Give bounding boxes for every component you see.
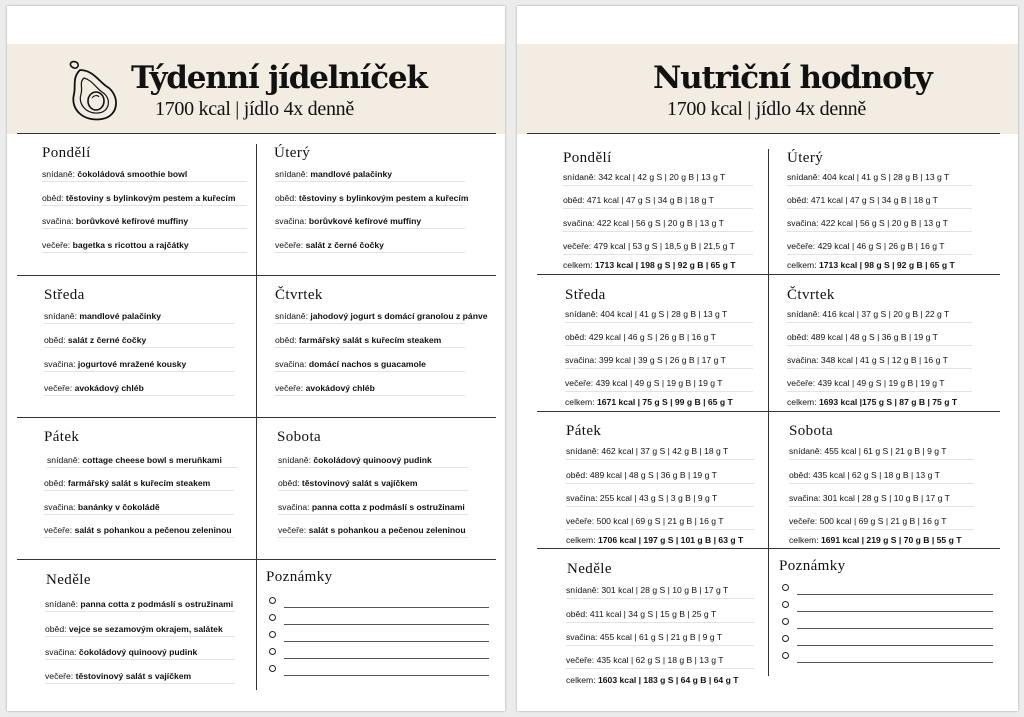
day-heading: Pátek	[44, 429, 80, 445]
nutrition-row: večeře: 500 kcal | 69 g S | 21 g B | 16 g T	[789, 516, 947, 526]
page-title: Nutriční hodnoty	[653, 60, 932, 96]
nutrition-row: snídaně: 404 kcal | 41 g S | 28 g B | 13 g T	[787, 172, 950, 182]
meal-row: večeře: bagetka s ricottou a rajčátky	[42, 240, 189, 250]
row-underline	[566, 459, 754, 460]
nutrition-total-row: celkem: 1693 kcal |175 g S | 87 g B | 75 g T	[787, 397, 958, 407]
row-underline	[44, 490, 234, 491]
row-underline	[45, 611, 235, 612]
grid-column-divider	[256, 144, 257, 690]
nutrition-row: svačina: 301 kcal | 28 g S | 10 g B | 17 g T	[789, 493, 950, 503]
row-underline	[787, 345, 972, 346]
meal-row: oběd: těstoviny s bylinkovým pestem a kuřecím	[275, 193, 469, 203]
row-underline	[278, 514, 468, 515]
row-underline	[789, 459, 974, 460]
notes-heading: Poznámky	[266, 569, 333, 585]
nutrition-row: oběd: 489 kcal | 48 g S | 36 g B | 19 g T	[787, 332, 938, 342]
note-line[interactable]	[284, 641, 489, 642]
nutrition-row: snídaně: 416 kcal | 37 g S | 20 g B | 22 g T	[787, 309, 950, 319]
meal-row: večeře: avokádový chléb	[44, 383, 144, 393]
header-divider	[527, 133, 1000, 134]
row-underline	[275, 347, 465, 348]
row-underline	[47, 467, 237, 468]
meal-row: snídaně: panna cotta z podmáslí s ostružinami	[45, 599, 234, 609]
meal-row: oběd: salát z černé čočky	[44, 335, 147, 345]
note-bullet	[782, 618, 789, 625]
meal-row: svačina: banánky v čokoládě	[44, 502, 160, 512]
nutrition-total-row: celkem: 1691 kcal | 219 g S | 70 g B | 55 g T	[789, 535, 962, 545]
note-bullet	[782, 584, 789, 591]
day-heading: Čtvrtek	[787, 287, 835, 303]
nutrition-row: svačina: 455 kcal | 61 g S | 21 g B | 9 g T	[566, 632, 723, 642]
note-bullet	[269, 597, 276, 604]
nutrition-row: svačina: 399 kcal | 39 g S | 26 g B | 17 g T	[565, 355, 726, 365]
row-underline	[789, 483, 974, 484]
row-underline	[44, 514, 234, 515]
row-underline	[566, 506, 754, 507]
header-divider	[17, 133, 496, 134]
row-underline	[563, 208, 753, 209]
row-underline	[566, 622, 754, 623]
nutrition-row: snídaně: 462 kcal | 37 g S | 42 g B | 18 g T	[566, 446, 729, 456]
avocado-icon	[62, 58, 124, 122]
row-underline	[275, 252, 465, 253]
note-line[interactable]	[797, 594, 993, 595]
row-underline	[42, 252, 247, 253]
row-underline	[787, 208, 972, 209]
row-underline	[563, 231, 753, 232]
nutrition-total-row: celkem: 1671 kcal | 75 g S | 99 g B | 65 g T	[565, 397, 733, 407]
nutrition-row: oběd: 435 kcal | 62 g S | 18 g B | 13 g T	[789, 470, 940, 480]
day-heading: Sobota	[789, 423, 834, 439]
meal-row: svačina: domácí nachos s guacamole	[275, 359, 426, 369]
meal-row: snídaně: jahodový jogurt s domácí granolou z pánve	[275, 311, 488, 321]
nutrition-row: svačina: 255 kcal | 43 g S | 3 g B | 9 g T	[566, 493, 718, 503]
nutrition-row: oběd: 471 kcal | 47 g S | 34 g B | 18 g T	[563, 195, 714, 205]
nutrition-row: snídaně: 301 kcal | 28 g S | 10 g B | 17 g T	[566, 585, 729, 595]
page-subtitle: 1700 kcal | jídlo 4x denně	[155, 98, 354, 120]
nutrition-row: snídaně: 455 kcal | 61 g S | 21 g B | 9 g T	[789, 446, 947, 456]
meal-row: večeře: salát z černé čočky	[275, 240, 384, 250]
row-underline	[565, 345, 753, 346]
row-underline	[42, 228, 247, 229]
meal-row: svačina: borůvkové kefírové muffiny	[42, 216, 189, 226]
day-heading: Pondělí	[42, 145, 91, 161]
nutrition-row: svačina: 348 kcal | 41 g S | 12 g B | 16 g T	[787, 355, 948, 365]
row-underline	[563, 185, 753, 186]
row-underline	[278, 537, 468, 538]
row-underline	[787, 391, 972, 392]
meal-row: snídaně: cottage cheese bowl s meruňkami	[47, 455, 222, 465]
day-heading: Neděle	[567, 561, 612, 577]
day-heading: Pátek	[566, 423, 602, 439]
meal-row: snídaně: mandlové palačinky	[44, 311, 162, 321]
meal-row: oběd: farmářský salát s kuřecím steakem	[44, 478, 211, 488]
note-bullet	[269, 631, 276, 638]
row-underline	[566, 529, 754, 530]
nutrition-row: večeře: 479 kcal | 53 g S | 18,5 g B | 21,5 g T	[563, 241, 735, 251]
note-line[interactable]	[284, 607, 489, 608]
nutrition-total-row: celkem: 1713 kcal | 98 g S | 92 g B | 65 g T	[787, 260, 955, 270]
row-underline	[278, 490, 468, 491]
note-line[interactable]	[797, 611, 993, 612]
meal-row: svačina: panna cotta z podmáslí s ostružinami	[278, 502, 465, 512]
meal-row: svačina: borůvkové kefírové muffiny	[275, 216, 422, 226]
nutrition-row: snídaně: 342 kcal | 42 g S | 20 g B | 13 g T	[563, 172, 726, 182]
row-underline	[45, 683, 235, 684]
note-bullet	[269, 648, 276, 655]
row-underline	[44, 371, 234, 372]
nutrition-page	[517, 6, 1018, 711]
nutrition-total-row: celkem: 1706 kcal | 197 g S | 101 g B | 63 g T	[566, 535, 744, 545]
note-line[interactable]	[284, 658, 489, 659]
row-underline	[566, 645, 754, 646]
meal-row: snídaně: čokoládová smoothie bowl	[42, 169, 188, 179]
row-underline	[44, 537, 234, 538]
row-underline	[44, 323, 234, 324]
day-heading: Sobota	[277, 429, 322, 445]
meal-row: oběd: těstoviny s bylinkovým pestem a kuřecím	[42, 193, 236, 203]
row-underline	[45, 659, 235, 660]
row-underline	[563, 254, 753, 255]
nutrition-row: večeře: 429 kcal | 46 g S | 26 g B | 16 g T	[787, 241, 945, 251]
row-underline	[275, 228, 465, 229]
row-underline	[787, 231, 972, 232]
row-underline	[44, 395, 234, 396]
nutrition-row: oběd: 489 kcal | 48 g S | 36 g B | 19 g T	[566, 470, 717, 480]
meal-row: večeře: salát s pohankou a pečenou zeleninou	[278, 525, 466, 535]
notes-heading: Poznámky	[779, 558, 846, 574]
note-bullet	[782, 652, 789, 659]
row-underline	[275, 323, 465, 324]
row-underline	[787, 322, 972, 323]
nutrition-total-row: celkem: 1603 kcal | 183 g S | 64 g B | 64 g T	[566, 675, 739, 685]
row-underline	[789, 506, 974, 507]
note-line[interactable]	[797, 628, 993, 629]
menu-page	[7, 6, 505, 711]
note-bullet	[269, 614, 276, 621]
nutrition-row: večeře: 439 kcal | 49 g S | 19 g B | 19 g T	[787, 378, 945, 388]
note-bullet	[782, 635, 789, 642]
day-heading: Úterý	[787, 150, 824, 166]
nutrition-row: večeře: 435 kcal | 62 g S | 18 g B | 13 g T	[566, 655, 724, 665]
note-line[interactable]	[284, 675, 489, 676]
nutrition-row: večeře: 439 kcal | 49 g S | 19 g B | 19 g T	[565, 378, 723, 388]
nutrition-row: snídaně: 404 kcal | 41 g S | 28 g B | 13 g T	[565, 309, 728, 319]
day-heading: Středa	[44, 287, 85, 303]
row-underline	[278, 467, 468, 468]
nutrition-row: oběd: 429 kcal | 46 g S | 26 g B | 16 g T	[565, 332, 716, 342]
row-underline	[275, 181, 465, 182]
nutrition-row: oběd: 471 kcal | 47 g S | 34 g B | 18 g T	[787, 195, 938, 205]
row-underline	[42, 205, 247, 206]
note-line[interactable]	[284, 624, 489, 625]
day-heading: Neděle	[46, 572, 91, 588]
row-underline	[275, 205, 465, 206]
row-underline	[789, 529, 974, 530]
meal-row: večeře: avokádový chléb	[275, 383, 375, 393]
row-underline	[565, 391, 753, 392]
nutrition-total-row: celkem: 1713 kcal | 198 g S | 92 g B | 65 g T	[563, 260, 736, 270]
nutrition-row: svačina: 422 kcal | 56 g S | 20 g B | 13 g T	[563, 218, 724, 228]
page-title: Týdenní jídelníček	[131, 60, 427, 96]
note-bullet	[269, 665, 276, 672]
meal-row: snídaně: mandlové palačinky	[275, 169, 393, 179]
note-bullet	[782, 601, 789, 608]
note-line[interactable]	[797, 645, 993, 646]
row-underline	[275, 371, 465, 372]
meal-row: večeře: těstovinový salát s vajíčkem	[45, 671, 192, 681]
nutrition-row: svačina: 422 kcal | 56 g S | 20 g B | 13 g T	[787, 218, 948, 228]
nutrition-row: oběd: 411 kcal | 34 g S | 15 g B | 25 g T	[566, 609, 717, 619]
meal-row: oběd: farmářský salát s kuřecím steakem	[275, 335, 442, 345]
row-underline	[45, 636, 235, 637]
row-underline	[275, 395, 465, 396]
row-underline	[44, 347, 234, 348]
row-underline	[42, 181, 247, 182]
day-heading: Středa	[565, 287, 606, 303]
meal-row: oběd: vejce se sezamovým okrajem, salátek	[45, 624, 223, 634]
row-underline	[787, 185, 972, 186]
day-heading: Pondělí	[563, 150, 612, 166]
meal-row: snídaně: čokoládový quinoový pudink	[278, 455, 432, 465]
day-heading: Čtvrtek	[275, 287, 323, 303]
meal-row: svačina: čokoládový quinoový pudink	[45, 647, 198, 657]
meal-row: svačina: jogurtové mražené kousky	[44, 359, 187, 369]
row-underline	[787, 368, 972, 369]
row-underline	[566, 483, 754, 484]
meal-row: večeře: salát s pohankou a pečenou zeleninou	[44, 525, 232, 535]
nutrition-row: večeře: 500 kcal | 69 g S | 21 g B | 16 g T	[566, 516, 724, 526]
row-underline	[566, 668, 754, 669]
row-underline	[565, 368, 753, 369]
day-heading: Úterý	[274, 145, 311, 161]
note-line[interactable]	[797, 662, 993, 663]
meal-row: oběd: těstovinový salát s vajíčkem	[278, 478, 418, 488]
row-underline	[565, 322, 753, 323]
grid-column-divider	[768, 149, 769, 676]
row-underline	[787, 254, 972, 255]
row-underline	[566, 598, 754, 599]
page-subtitle: 1700 kcal | jídlo 4x denně	[667, 98, 866, 120]
